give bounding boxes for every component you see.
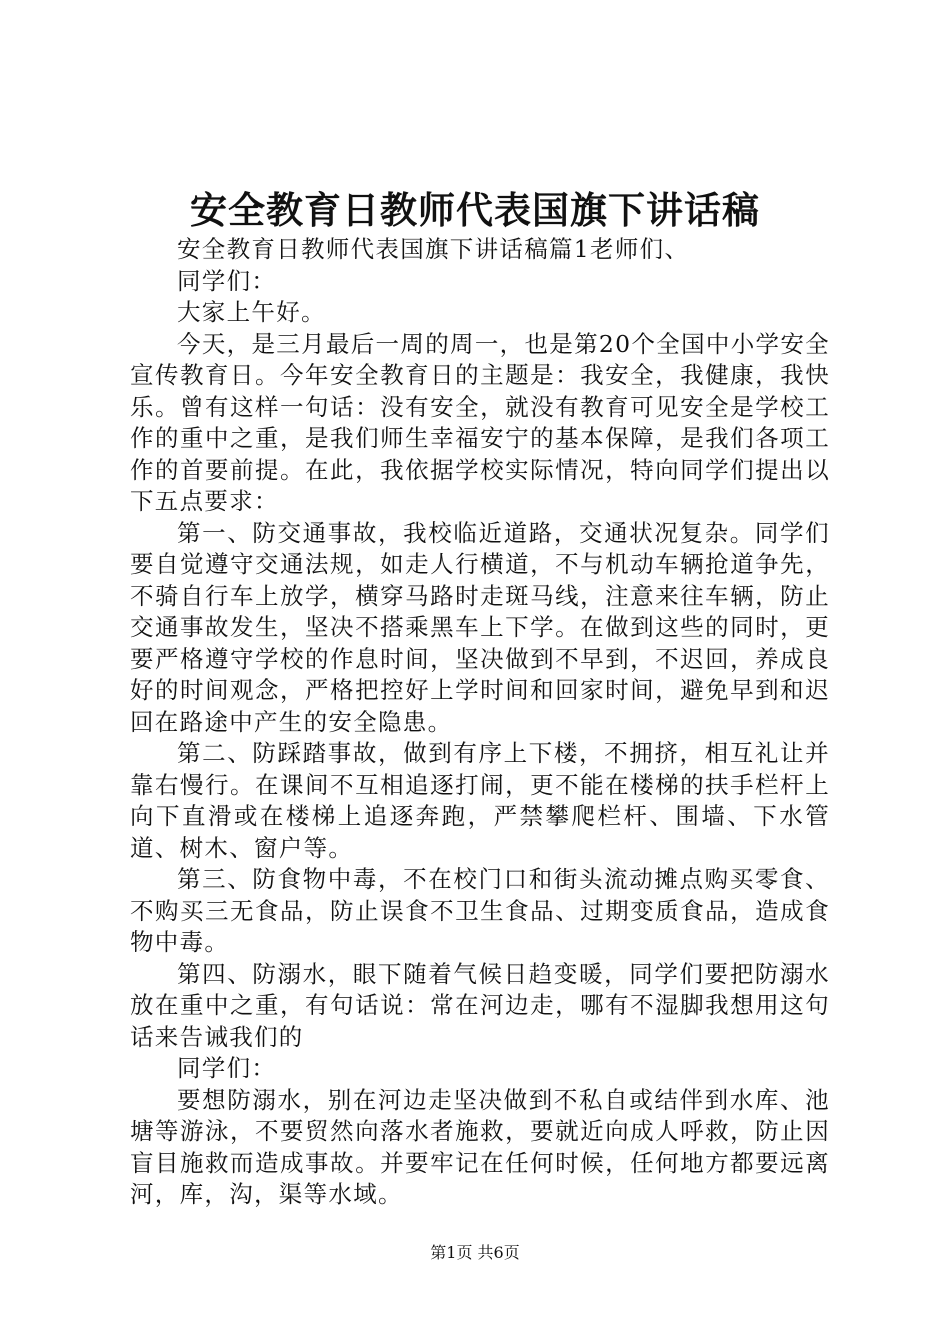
paragraph: 第四、防溺水，眼下随着气候日趋变暖，同学们要把防溺水放在重中之重，有句话说：常在河边走，哪有不湿脚我想用这句话来告诫我们的 xyxy=(130,959,830,1051)
page-number-footer: 第1页 共6页 xyxy=(430,1243,520,1262)
paragraph: 第三、防食物中毒，不在校门口和街头流动摊点购买零食、不购买三无食品，防止误食不卫生食品、过期变质食品，造成食物中毒。 xyxy=(130,865,830,956)
paragraph: 要想防溺水，别在河边走坚决做到不私自或结伴到水库、池塘等游泳，不要贸然向落水者施救，要就近向成人呼救，防止因盲目施救而造成事故。并要牢记在任何时候，任何地方都要远离河，库，沟，渠等水域。 xyxy=(130,1085,830,1208)
paragraph: 同学们： xyxy=(177,1054,277,1082)
paragraph: 同学们： xyxy=(177,266,277,295)
paragraph: 今天，是三月最后一周的周一，也是第20个全国中小学安全宣传教育日。今年安全教育日的主题是：我安全，我健康，我快乐。曾有这样一句话：没有安全，就没有教育可见安全是学校工作的重中之重，是我们师生幸福安宁的基本保障，是我们各项工作的首要前提。在此，我依据学校实际情况，特向同学们提出以下五点要求： xyxy=(130,329,830,515)
paragraph: 大家上午好。 xyxy=(177,298,326,326)
paragraph: 第二、防踩踏事故，做到有序上下楼，不拥挤，相互礼让并靠右慢行。在课间不互相追逐打闹，更不能在楼梯的扶手栏杆上向下直滑或在楼梯上追逐奔跑，严禁攀爬栏杆、围墙、下水管道、树木、窗户等。 xyxy=(130,739,830,862)
document-title: 安全教育日教师代表国旗下讲话稿 xyxy=(190,188,760,232)
document-body xyxy=(130,234,830,1211)
paragraph: 安全教育日教师代表国旗下讲话稿篇1老师们、 xyxy=(177,235,690,263)
paragraph: 第一、防交通事故，我校临近道路，交通状况复杂。同学们要自觉遵守交通法规，如走人行横道，不与机动车辆抢道争先，不骑自行车上放学，横穿马路时走斑马线，注意来往车辆，防止交通事故发生，坚决不搭乘黑车上下学。在做到这些的同时，更要严格遵守学校的作息时间，坚决做到不早到，不迟回，养成良好的时间观念，严格把控好上学时间和回家时间，避免早到和迟回在路途中产生的安全隐患。 xyxy=(130,518,830,736)
